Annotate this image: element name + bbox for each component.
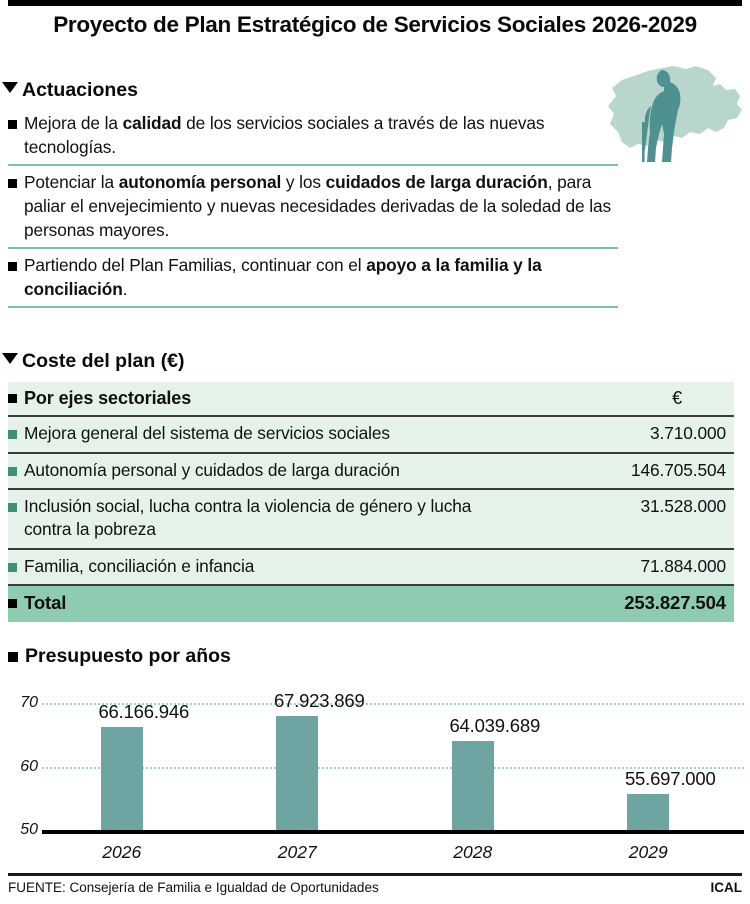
map-silhouette-svg — [604, 62, 746, 166]
table-header-row — [8, 382, 734, 416]
y-axis-tick-label: 70 — [20, 694, 38, 711]
bar-value-label: 55.697.000 — [624, 767, 716, 789]
emphasis-text: autonomía personal — [118, 172, 282, 193]
section-heading-label: Coste del plan (€) — [22, 350, 185, 372]
list-item — [8, 249, 618, 308]
list-item-text — [24, 111, 618, 159]
bullet-square-icon — [8, 652, 18, 662]
table-header-cell-label — [8, 382, 602, 416]
agency-label: ICAL — [710, 880, 742, 895]
table-total-row — [8, 585, 734, 622]
table-cell-label — [8, 549, 602, 585]
cost-table — [8, 382, 734, 622]
table-cell-value: 3.710.000 — [602, 416, 734, 452]
bullet-square-icon — [8, 179, 17, 188]
table-cell-value: 71.884.000 — [602, 549, 734, 585]
bar — [101, 727, 143, 830]
budget-by-year-bar-chart — [0, 688, 750, 863]
row-label-text: Mejora general del sistema de servicios sociales — [24, 423, 390, 444]
page-title: Proyecto de Plan Estratégico de Servicios Sociales 2026-2029 — [53, 12, 697, 37]
list-item — [8, 166, 618, 249]
table-cell-label — [8, 416, 602, 452]
row-label-text: Inclusión social, lucha contra la violencia de género y lucha contra la pobreza — [24, 495, 472, 540]
source-text: FUENTE: Consejería de Familia e Igualdad de Oportunidades — [8, 880, 379, 895]
section-heading-label: Actuaciones — [22, 79, 138, 101]
plain-text: Mejora de la — [24, 113, 123, 133]
plain-text: y los — [281, 172, 326, 193]
bullet-square-icon — [8, 503, 17, 512]
bullet-square-icon — [8, 262, 17, 271]
bullet-square-icon — [8, 563, 17, 572]
table-cell-label — [8, 489, 602, 549]
y-axis-tick-label: 60 — [20, 757, 38, 775]
total-label-text: Total — [24, 592, 67, 614]
bullet-square-icon — [8, 467, 17, 476]
table-cell-value: 31.528.000 — [602, 489, 734, 549]
plain-text: Partiendo del Plan Familias, continuar con el — [24, 255, 367, 276]
table-header-cell-currency: € — [602, 382, 734, 416]
emphasis-text: cuidados de larga duración — [325, 172, 548, 193]
bullet-square-icon — [8, 599, 17, 608]
list-item-text — [24, 170, 618, 242]
bar-value-label: 64.039.689 — [449, 714, 541, 736]
chart-title — [8, 645, 231, 668]
list-item-text — [24, 253, 618, 301]
column-header-text: Por ejes sectoriales — [24, 388, 192, 408]
footer-divider — [8, 873, 742, 876]
plain-text: de los servicios sociales a través de las nuevas tecnologías. — [24, 113, 545, 158]
bullet-square-icon — [8, 394, 17, 403]
table-row — [8, 453, 734, 489]
table-cell-value: 146.705.504 — [602, 453, 734, 489]
bar-value-label: 67.923.869 — [273, 690, 365, 712]
x-axis-tick-label: 2029 — [628, 842, 668, 862]
plain-text: . — [122, 279, 128, 300]
triangle-down-icon — [2, 82, 18, 93]
section-heading-actuaciones — [2, 79, 138, 102]
table-row — [8, 489, 734, 549]
top-divider — [8, 0, 742, 6]
footer — [8, 880, 742, 895]
table-row — [8, 416, 734, 452]
section-heading-coste — [2, 350, 185, 373]
plain-text: , para paliar el envejecimiento y nuevas necesidades derivadas de la soledad de las personas mayores. — [24, 172, 612, 241]
table-cell-total-value: 253.827.504 — [624, 592, 726, 614]
chart-title-label: Presupuesto por años — [25, 645, 231, 667]
x-axis-tick-label: 2026 — [102, 842, 142, 862]
bar-value-label: 66.166.946 — [98, 701, 190, 723]
bullet-square-icon — [8, 120, 17, 129]
x-axis-tick-label: 2027 — [277, 842, 317, 862]
table-cell-total-label — [8, 585, 602, 622]
actuaciones-list — [8, 108, 618, 308]
row-label-text: Familia, conciliación e infancia — [24, 555, 255, 576]
emphasis-text: calidad — [122, 113, 182, 133]
bar — [452, 741, 494, 830]
list-item — [8, 108, 618, 166]
illustration-elderly-person-map — [604, 62, 746, 166]
row-label-text: Autonomía personal y cuidados de larga duración — [24, 459, 400, 480]
x-axis-tick-label: 2028 — [453, 842, 493, 862]
plain-text: Potenciar la — [24, 172, 119, 193]
y-axis-tick-label: 50 — [20, 821, 38, 838]
table-cell-label — [8, 453, 602, 489]
emphasis-text: apoyo a la familia y la conciliación — [24, 255, 542, 300]
bar — [627, 794, 669, 830]
x-axis-line — [42, 830, 744, 834]
bar — [276, 716, 318, 830]
bullet-square-icon — [8, 430, 17, 439]
triangle-down-icon — [2, 353, 18, 364]
table-row — [8, 549, 734, 585]
